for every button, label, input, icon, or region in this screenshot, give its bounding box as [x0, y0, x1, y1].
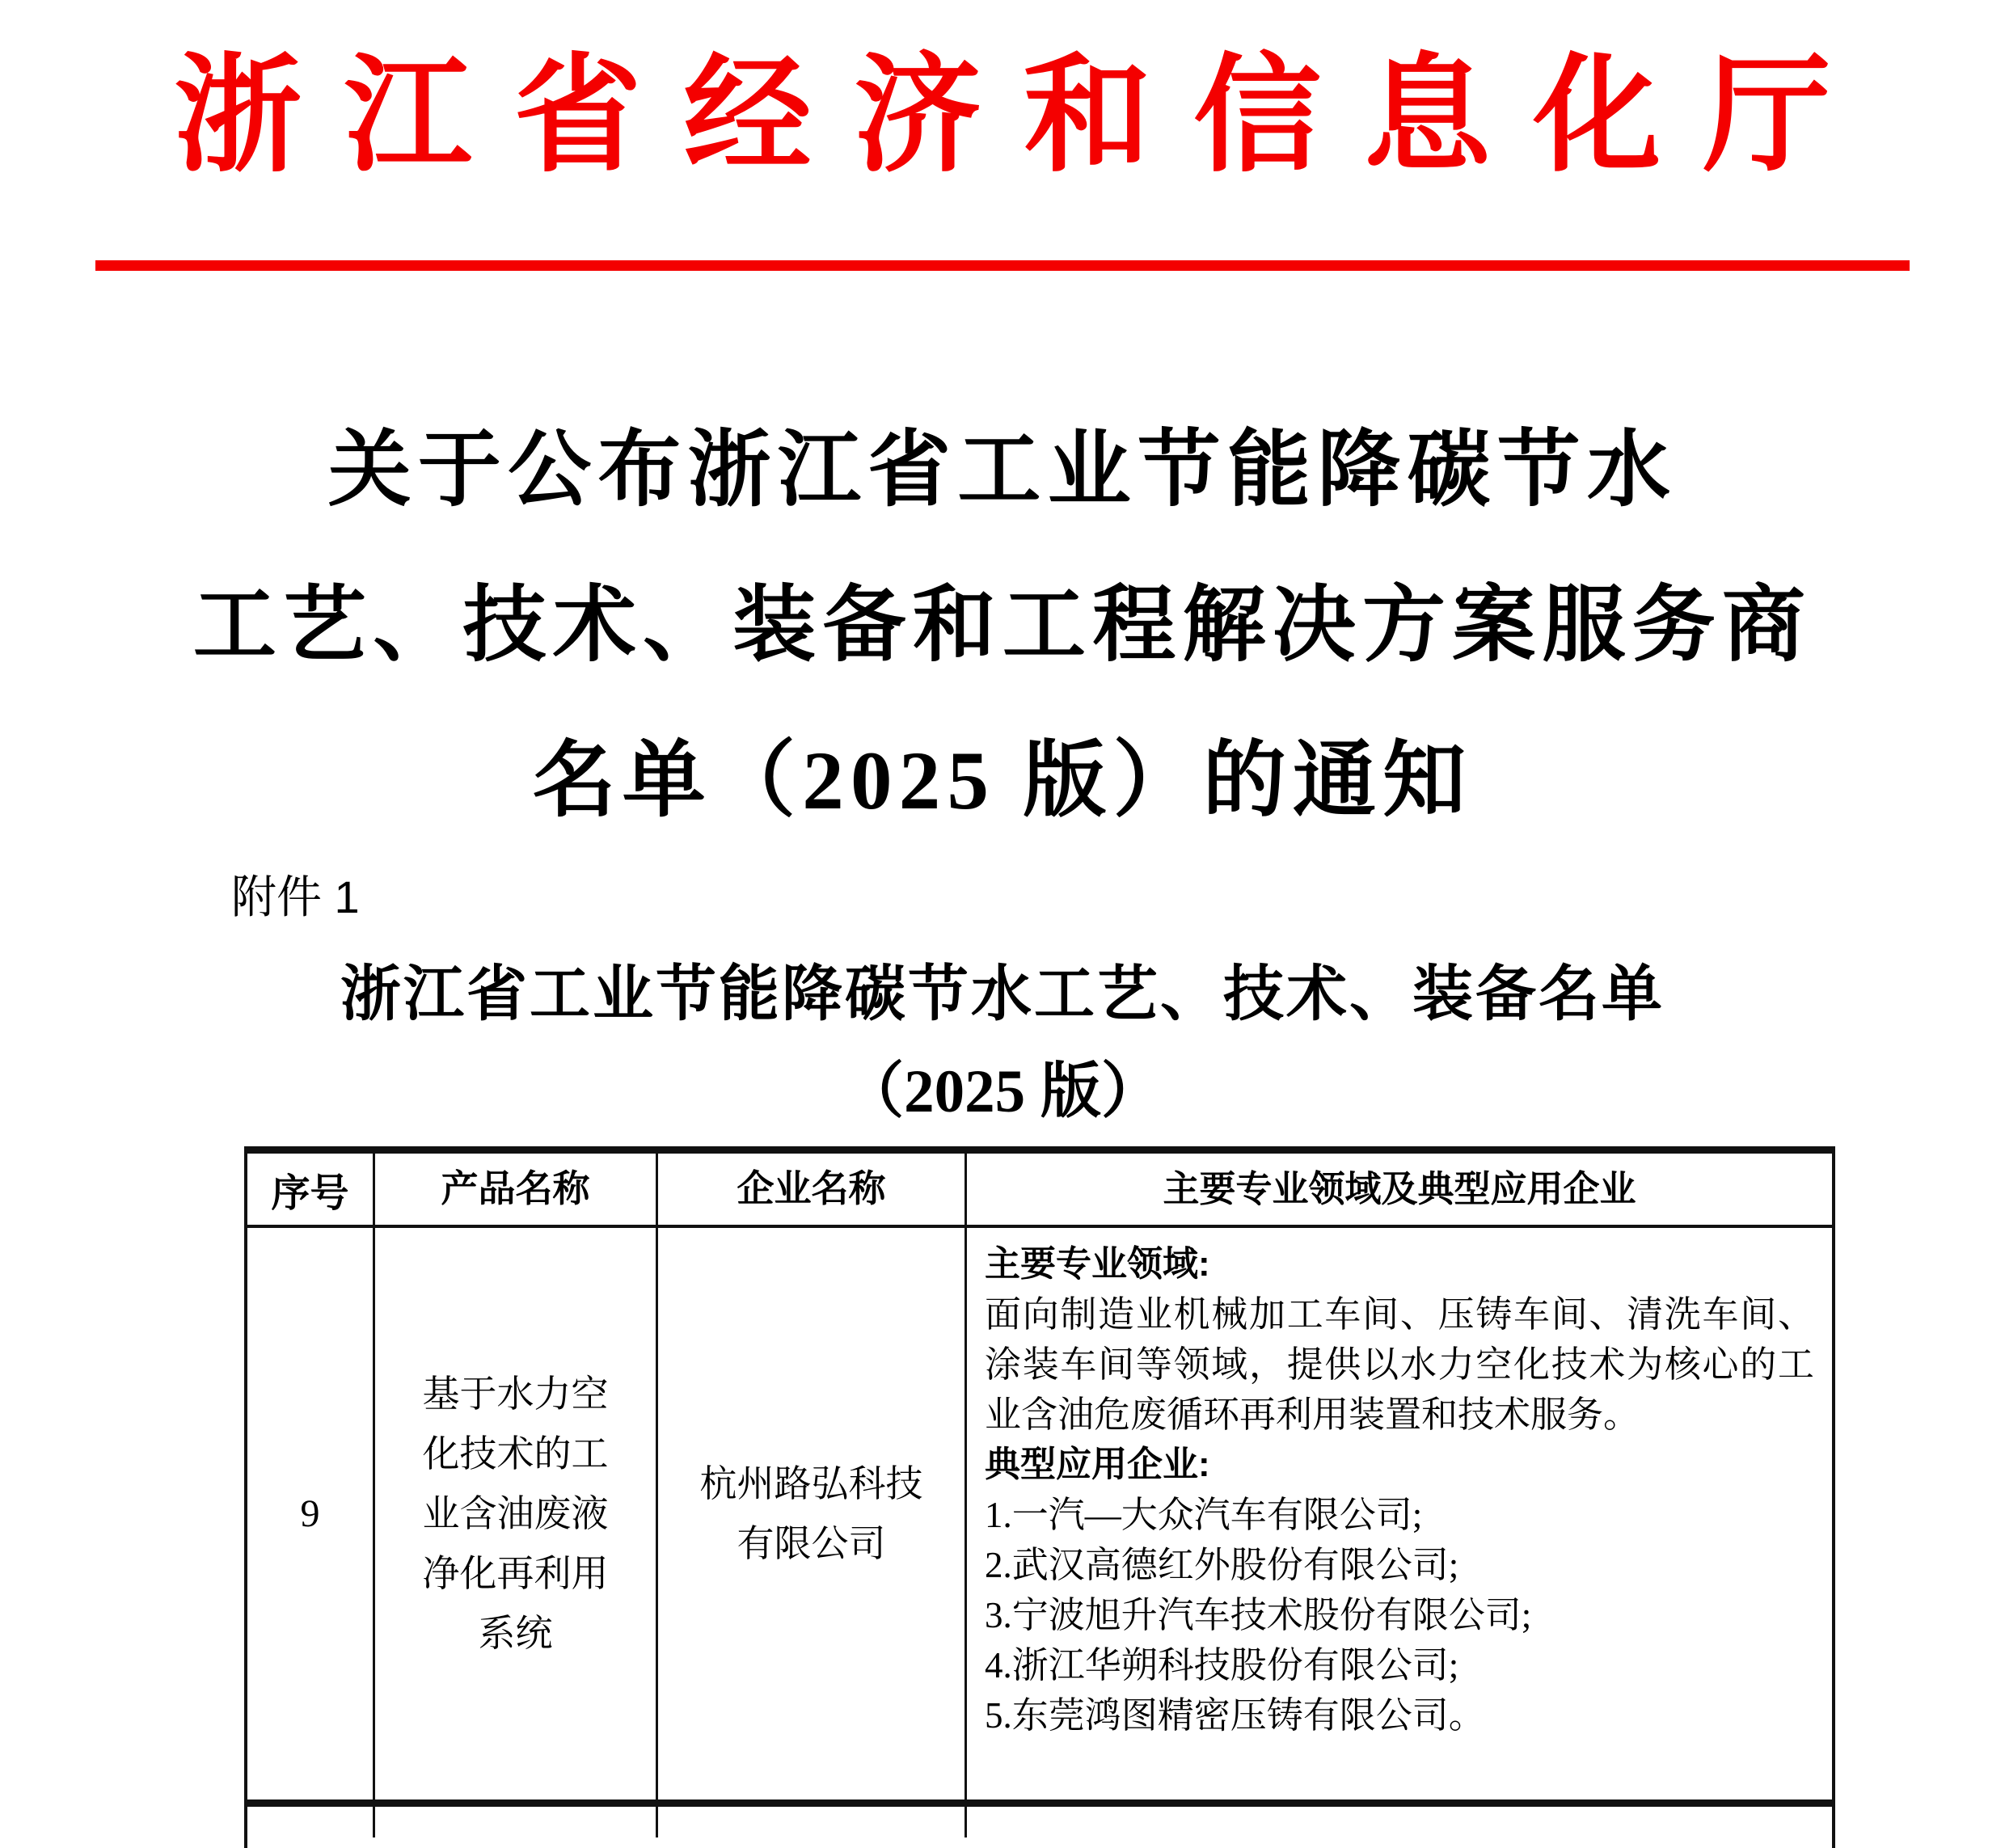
equipment-list-table	[244, 1146, 1835, 1848]
list-title: 浙江省工业节能降碳节水工艺、技术、装备名单	[340, 961, 1665, 1028]
partial-cell	[658, 1807, 967, 1837]
main-fields-heading: 主要专业领域:	[985, 1244, 1210, 1284]
partial-cell	[247, 1807, 375, 1837]
cell-fields-and-applications	[967, 1228, 1832, 1799]
column-header-product-name: 产品名称	[375, 1154, 658, 1225]
application-company-item: 1.一汽—大众汽车有限公司;	[985, 1495, 1423, 1535]
document-title-line3: 名单（2025 版）的通知	[532, 735, 1473, 827]
table-row-partial	[247, 1807, 1832, 1837]
partial-cell	[967, 1807, 1832, 1837]
attachment-label: 附件 1	[231, 871, 360, 922]
column-header-serial-no: 序号	[247, 1154, 375, 1225]
document-title-line2: 工艺、技术、装备和工程解决方案服务商	[192, 580, 1813, 672]
cell-serial-no	[247, 1228, 375, 1799]
document-title	[0, 393, 2005, 859]
application-company-item: 2.武汉高德红外股份有限公司;	[985, 1545, 1459, 1585]
application-company-item: 3.宁波旭升汽车技术股份有限公司;	[985, 1595, 1532, 1635]
agency-header-title: 浙江省经济和信息化厅	[174, 46, 1873, 188]
serial-no-value: 9	[300, 1492, 320, 1535]
list-edition-subtitle: （2025 版）	[843, 1058, 1162, 1125]
main-fields-text: 面向制造业机械加工车间、压铸车间、清洗车间、涂装车间等领域，提供以水力空化技术为核心的工业含油危废循环再利用装置和技术服务。	[985, 1294, 1814, 1435]
cell-company-name	[658, 1228, 967, 1799]
typical-applications-heading: 典型应用企业:	[985, 1445, 1210, 1484]
application-company-item: 4.浙江华朔科技股份有限公司;	[985, 1645, 1459, 1686]
company-name-value: 杭州路弘科技有限公司	[699, 1462, 923, 1564]
application-company-item: 5.东莞鸿图精密压铸有限公司。	[985, 1695, 1485, 1736]
column-header-fields-and-applications: 主要专业领域及典型应用企业	[1163, 1169, 1636, 1209]
product-name-value: 基于水力空化技术的工业含油废液净化再利用系统	[422, 1373, 609, 1654]
table-header-row	[247, 1154, 1832, 1228]
column-header-company-name: 企业名称	[658, 1154, 967, 1225]
partial-cell	[375, 1807, 658, 1837]
red-divider-line	[95, 260, 1910, 271]
table-row	[247, 1228, 1832, 1807]
cell-product-name	[375, 1228, 658, 1799]
document-title-line1: 关于公布浙江省工业节能降碳节水	[327, 424, 1678, 517]
